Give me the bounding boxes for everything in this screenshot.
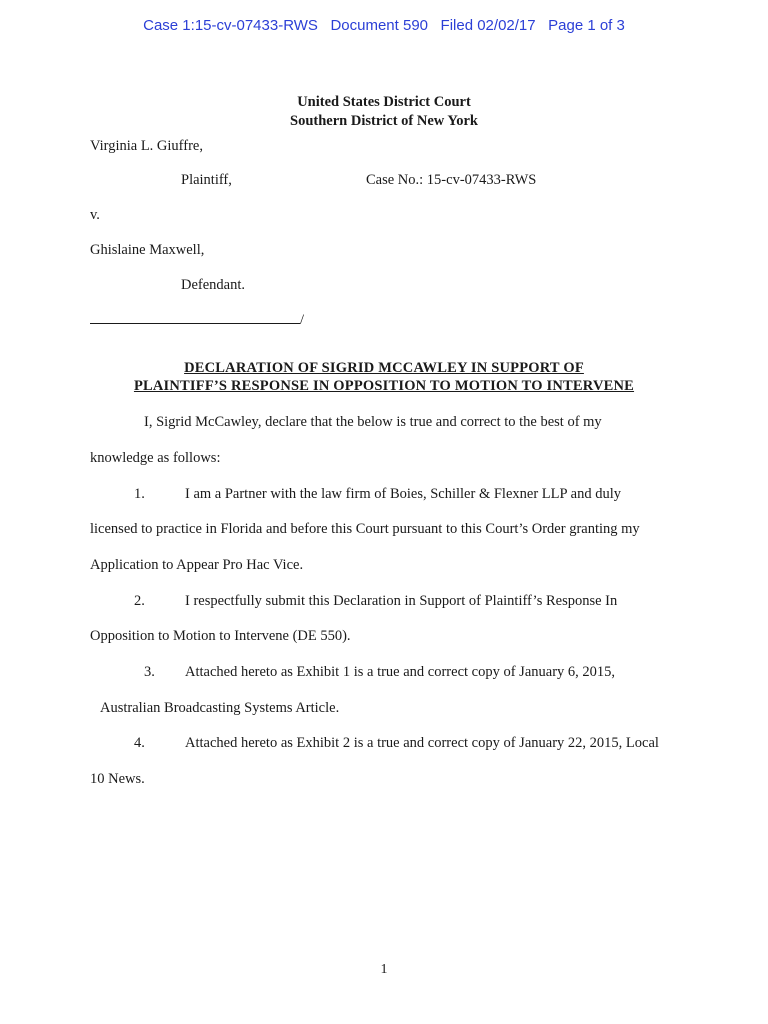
paragraph-1-line3: Application to Appear Pro Hac Vice.: [90, 557, 304, 573]
caption-rule: [90, 309, 300, 324]
ecf-header-stamp: [0, 17, 768, 34]
case-number: Case No.: 15-cv-07433-RWS: [366, 172, 537, 188]
paragraph-4-number: 4.: [134, 735, 145, 751]
paragraph-1-line2: licensed to practice in Florida and before this Court pursuant to this Court’s Order granting my: [90, 521, 640, 537]
court-district: Southern District of New York: [290, 113, 478, 129]
paragraph-2-line2: Opposition to Motion to Intervene (DE 550).: [90, 628, 351, 644]
paragraph-3-line2: Australian Broadcasting Systems Article.: [100, 700, 340, 716]
stamp-case-number: Case 1:15-cv-07433-RWS: [143, 17, 318, 34]
paragraph-1-line1: I am a Partner with the law firm of Boies, Schiller & Flexner LLP and duly: [185, 486, 621, 502]
paragraph-3-line1: Attached hereto as Exhibit 1 is a true and correct copy of January 6, 2015,: [185, 664, 616, 680]
paragraph-3-number: 3.: [144, 664, 155, 680]
versus-label: v.: [90, 207, 100, 223]
defendant-role: Defendant.: [181, 277, 246, 293]
paragraph-4-line2: 10 News.: [90, 771, 145, 787]
defendant-name: Ghislaine Maxwell,: [90, 242, 205, 258]
page-number: 1: [380, 962, 388, 977]
intro-line2: knowledge as follows:: [90, 450, 221, 466]
declaration-title-line1: DECLARATION OF SIGRID MCCAWLEY IN SUPPORT OF: [184, 360, 584, 376]
plaintiff-role: Plaintiff,: [181, 172, 232, 188]
stamp-page-count: Page 1 of 3: [548, 17, 625, 34]
declaration-title-line2: PLAINTIFF’S RESPONSE IN OPPOSITION TO MOTION TO INTERVENE: [133, 378, 635, 394]
stamp-document-number: Document 590: [330, 17, 429, 34]
stamp-filed-date: Filed 02/02/17: [440, 17, 536, 34]
paragraph-1-number: 1.: [134, 486, 145, 502]
plaintiff-name: Virginia L. Giuffre,: [90, 138, 203, 154]
paragraph-2-number: 2.: [134, 593, 145, 609]
caption-signature-line: [90, 309, 304, 329]
caption-slash: /: [300, 312, 305, 328]
paragraph-2-line1: I respectfully submit this Declaration in Support of Plaintiff’s Response In: [185, 593, 618, 609]
intro-line1: I, Sigrid McCawley, declare that the below is true and correct to the best of my: [144, 414, 602, 430]
paragraph-4-line1: Attached hereto as Exhibit 2 is a true and correct copy of January 22, 2015, Local: [185, 735, 659, 751]
court-name: United States District Court: [297, 94, 471, 110]
